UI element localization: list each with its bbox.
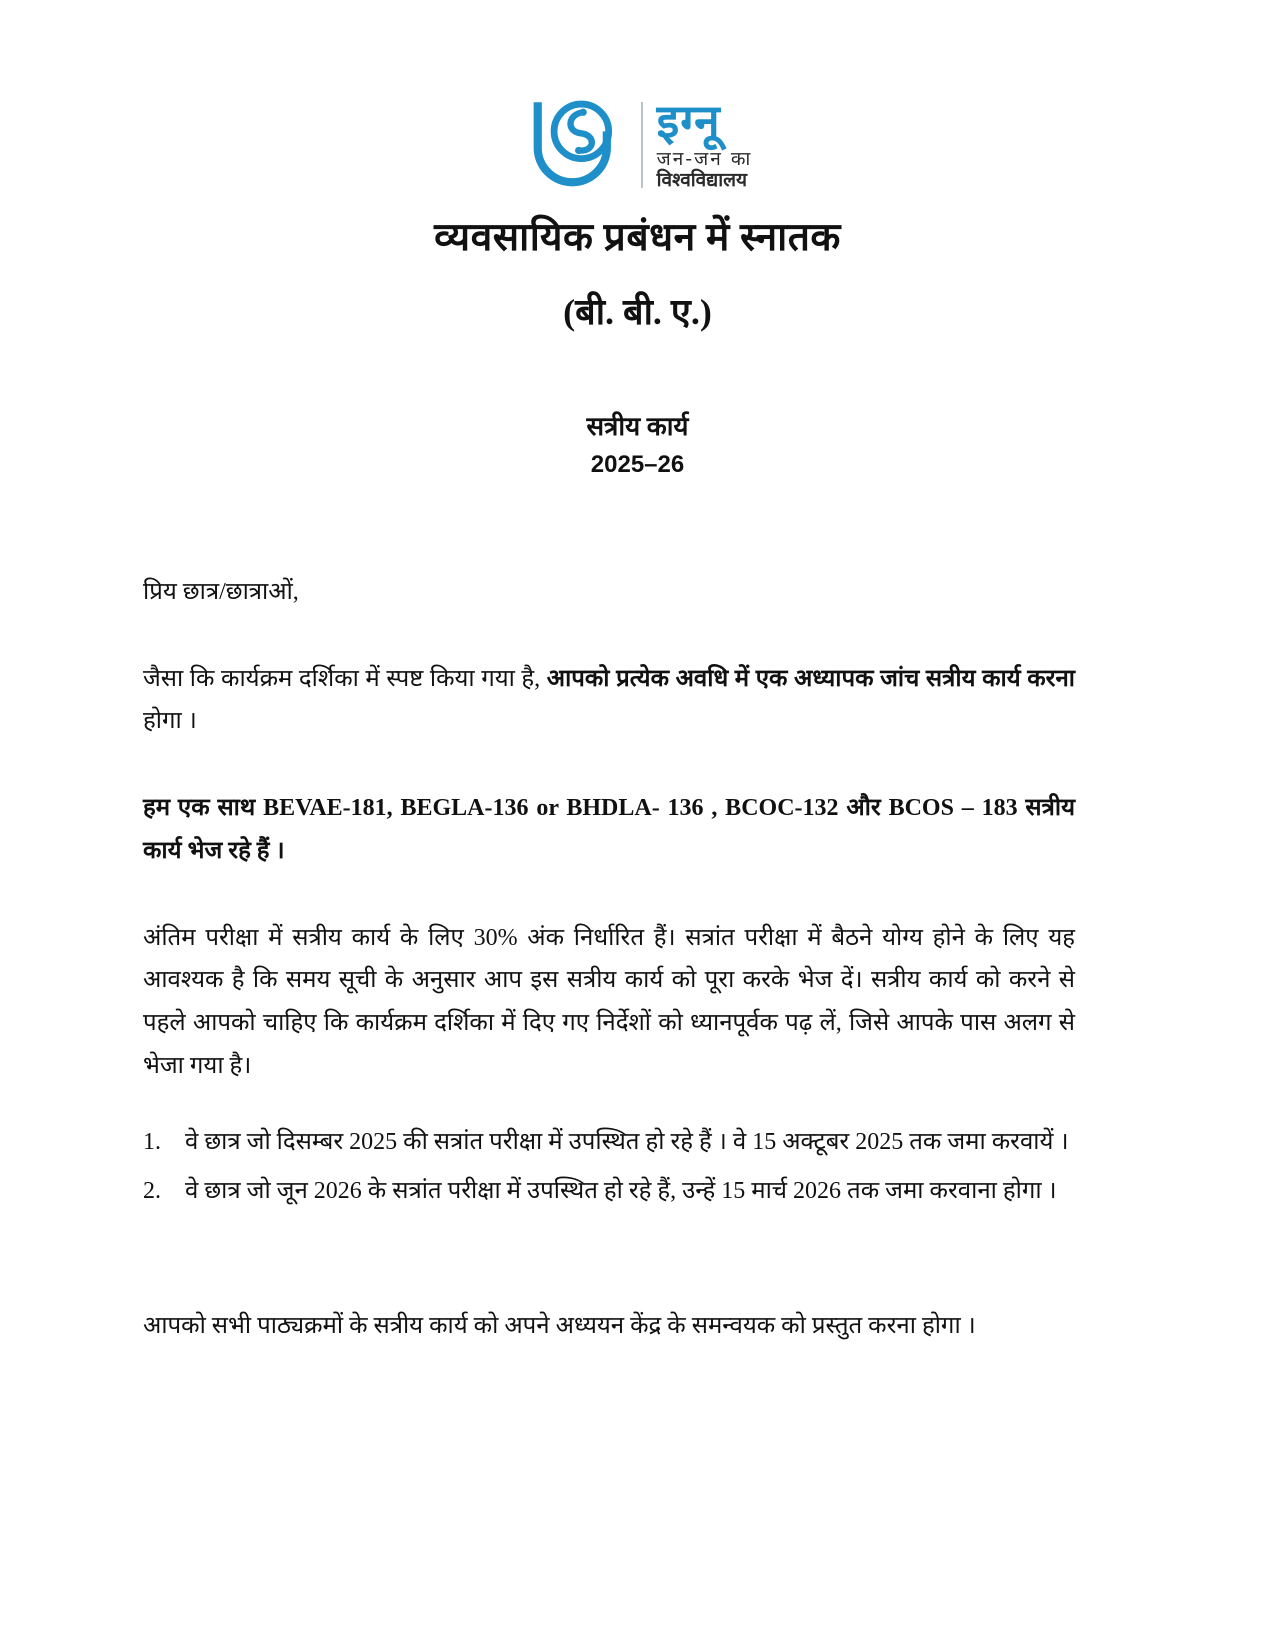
logo-divider	[641, 102, 643, 188]
list-item-text: वे छात्र जो जून 2026 के सत्रांत परीक्षा में उपस्थित हो रहे हैं, उन्हें 15 मार्च 2026 तक जमा करवाना होगा ।	[185, 1178, 1057, 1205]
ignou-logo-icon	[523, 95, 627, 195]
page-subtitle: (बी. बी. ए.)	[563, 292, 712, 332]
logo-tagline-line2: विश्वविद्यालय	[656, 168, 748, 191]
para2-hindi-part2: और	[838, 795, 889, 822]
list-item-number: 1.	[143, 1129, 161, 1156]
ignou-logo	[0, 95, 1275, 195]
deadline-list	[143, 1121, 1075, 1212]
paragraph1-bold-text: आपको प्रत्येक अवधि में एक अध्यापक जांच सत्रीय कार्य करना	[546, 665, 1075, 692]
page-title: व्यवसायिक प्रबंधन में स्नातक	[434, 216, 841, 259]
logo-tagline-line1: जन-जन का	[656, 147, 753, 170]
course-codes-group2: BCOS – 183	[888, 795, 1018, 822]
para2-hindi-part3: सत्रीय कार्य भेज रहे हैं ।	[143, 795, 1076, 864]
document-type-heading: सत्रीय कार्य	[586, 412, 689, 441]
logo-acronym: इग्नू	[656, 94, 721, 149]
closing-paragraph: आपको सभी पाठ्यक्रमों के सत्रीय कार्य को अपने अध्ययन केंद्र के समन्वयक को प्रस्तुत करना होगा ।	[143, 1312, 976, 1339]
paragraph1-regular-text: जैसा कि कार्यक्रम दर्शिका में स्पष्ट किया गया है,	[143, 665, 547, 692]
salutation: प्रिय छात्र/छात्राओं,	[143, 579, 299, 605]
letter-body	[143, 571, 1075, 1348]
logo-wordmark	[656, 94, 753, 191]
list-item-text: वे छात्र जो दिसम्बर 2025 की सत्रांत परीक्षा में उपस्थित हो रहे हैं । वे 15 अक्टूबर 2025 तक जमा करवायें ।	[185, 1129, 1069, 1156]
session-year: 2025–26	[590, 451, 685, 478]
paragraph1-tail-text: होगा ।	[143, 708, 197, 735]
list-item	[143, 1121, 1075, 1164]
list-item	[143, 1170, 1075, 1213]
paragraph-course-codes	[143, 787, 1075, 872]
paragraph-marks-info: अंतिम परीक्षा में सत्रीय कार्य के लिए 30% अंक निर्धारित हैं। सत्रांत परीक्षा में बैठने योग्य होने के लिए यह आवश्यक है कि समय सूची के अनुसार आप इस सत्रीय कार्य को पूरा करके भेज दें। सत्रीय कार्य को करने से पहले आपको चाहिए कि कार्यक्रम दर्शिका में दिए गए निर्देशों को ध्यानपूर्वक पढ़ लें, जिसे आपके पास अलग से भेजा गया है।	[143, 924, 1075, 1079]
list-item-number: 2.	[143, 1178, 161, 1205]
para2-hindi-part1: हम एक साथ	[143, 795, 264, 822]
course-codes-group1: BEVAE-181, BEGLA-136 or BHDLA- 136 , BCOC-132	[263, 795, 839, 822]
paragraph-instructions	[143, 658, 1075, 743]
